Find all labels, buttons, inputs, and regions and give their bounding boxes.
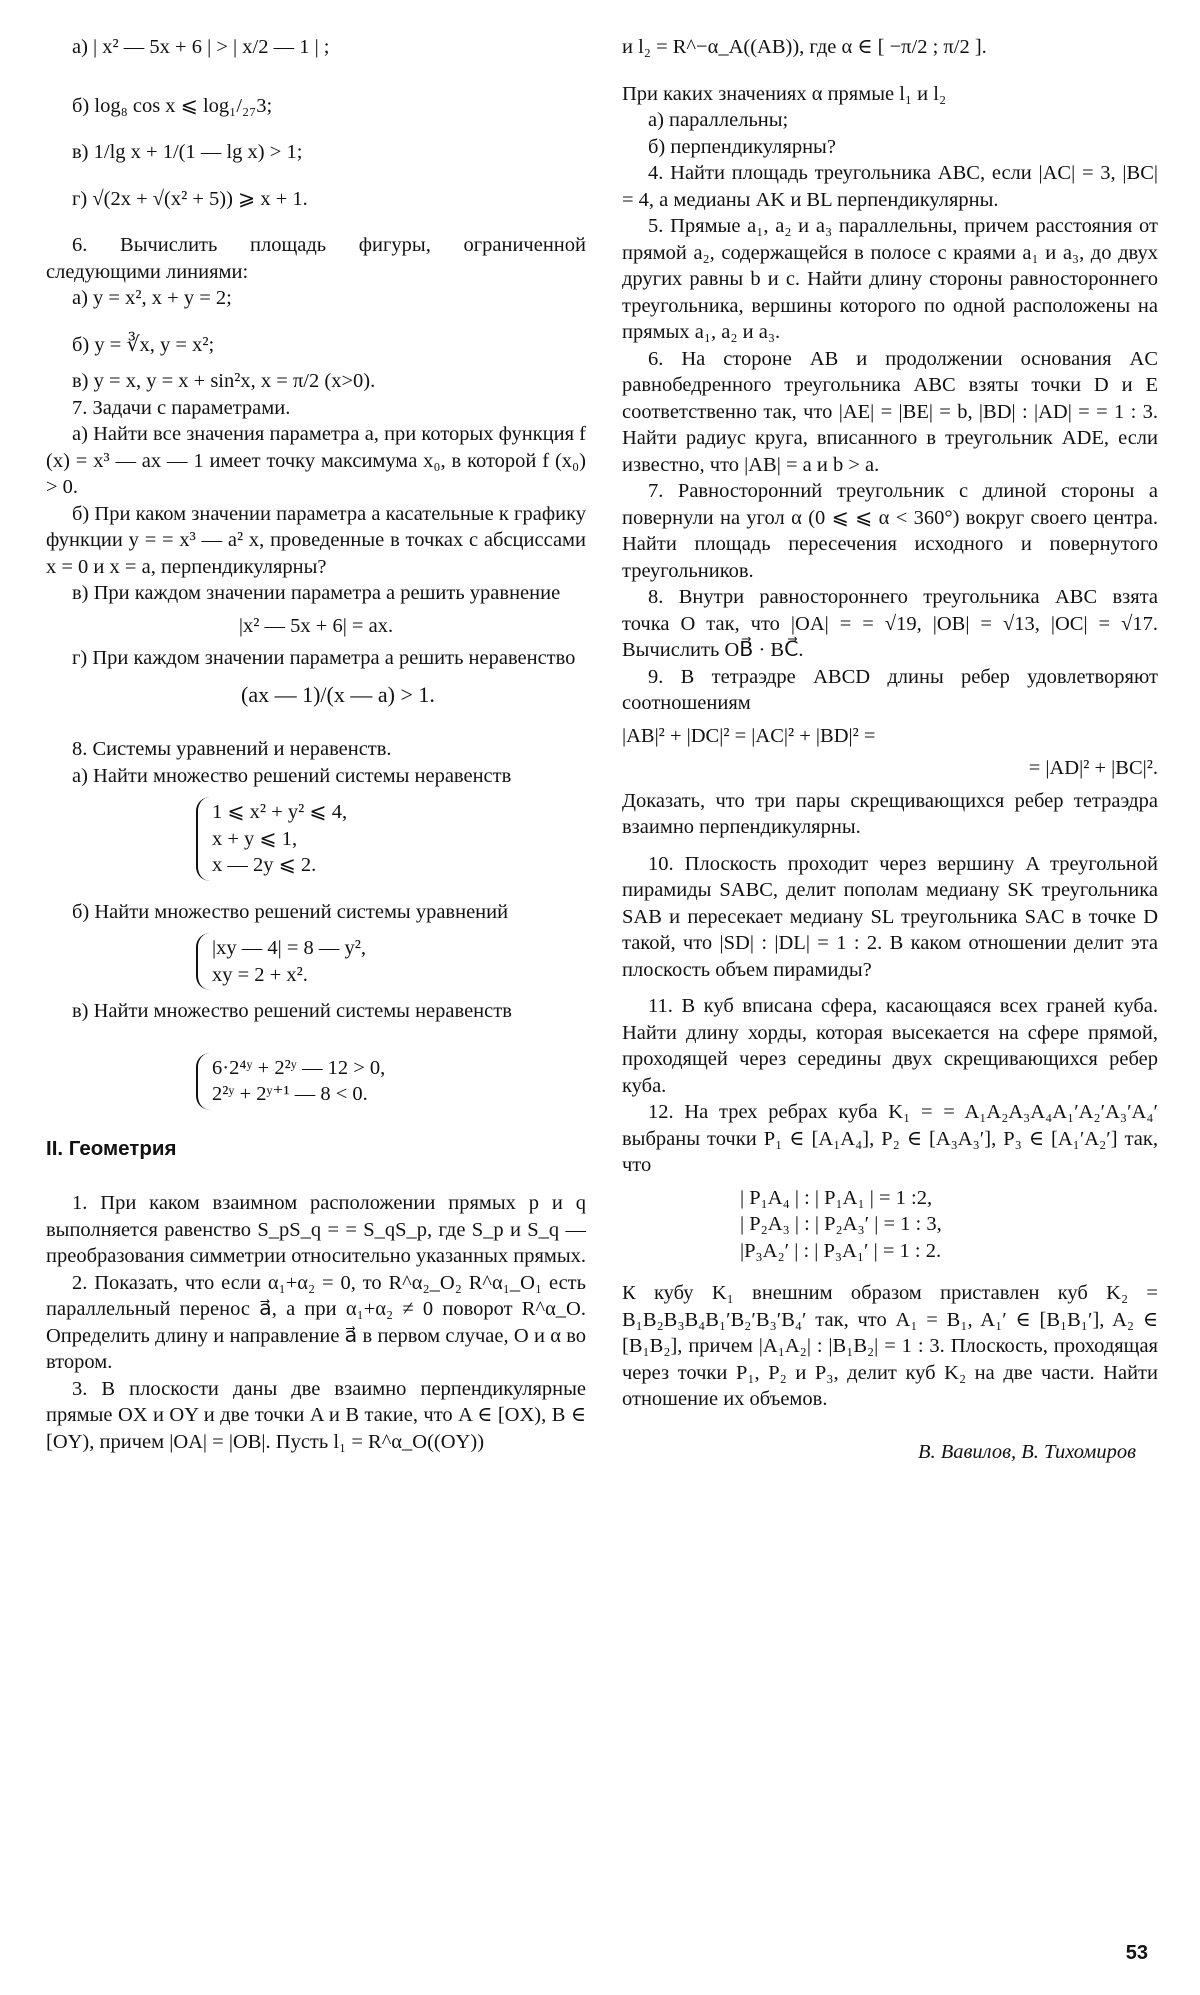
problem-7-title: 7. Задачи с параметрами. <box>72 396 291 419</box>
geometry-problem-7: 7. Равносторонний треугольник с длиной стороны a повернули на угол α (0 ⩽ ⩽ α < 360°) вокруг своего центра. Найти площадь пересечения исходного и повернутого треугольников. <box>622 480 1158 582</box>
geometry-problem-9-conclusion: Доказать, что три пары скрещивающихся ребер тетраэдра взаимно перпендикулярны. <box>622 789 1158 838</box>
system-8a-row: 1 ⩽ x² + y² ⩽ 4, <box>212 801 348 823</box>
system-8v-row: 6·2⁴ʸ + 2²ʸ — 12 > 0, <box>212 1056 386 1079</box>
geometry-problem-9-equation-line-1: |AB|² + |DC|² = |AC|² + |BD|² = <box>622 724 876 747</box>
problem-6-a: а) y = x², x + y = 2; <box>72 287 232 309</box>
geometry-problem-12-continued: К кубу K₁ внешним образом приставлен куб K₂ = B₁B₂B₃B₄B₁′B₂′B₃′B₄′ так, что A₁ = B₁, A₁′ ∈ [B₁B₁′], A₂ ∈ [B₁B₂], причем |A₁A₂| : |B₁B₂| = 1 : 3. Плоскость, проходящая через точки P₁, P₂ и P₃, делит куб K₂ на две части. Найти отношение их объемов. <box>622 1282 1158 1410</box>
problem-7-g: г) При каждом значении параметра a решить неравенство <box>72 647 576 669</box>
geometry-problem-3-continued: и l₂ = R^−α_A((AB)), где α ∈ [ −π/2 ; π/2 ]. <box>622 36 987 58</box>
system-8v <box>196 1053 385 1110</box>
problem-6-text: 6. Вычислить площадь фигуры, ограниченной следующими линиями: <box>46 234 586 283</box>
geometry-problem-4: 4. Найти площадь треугольника ABC, если |AC| = 3, |BC| = 4, а медианы AK и BL перпендикулярны. <box>622 162 1158 211</box>
system-8v-row: 2²ʸ + 2ʸ⁺¹ — 8 < 0. <box>212 1083 368 1105</box>
system-8a <box>196 797 347 881</box>
right-column <box>622 24 1158 1486</box>
geometry-problem-9: 9. В тетраэдре ABCD длины ребер удовлетворяют соотношениям <box>622 665 1158 714</box>
problem-8-b: б) Найти множество решений системы уравнений <box>72 900 509 923</box>
problem-7-v-equation: |x² — 5x + 6| = ax. <box>238 614 394 637</box>
ratio-line: |P₃A₂′ | : | P₃A₁′ | = 1 : 2. <box>740 1239 942 1262</box>
problem-7-a: а) Найти все значения параметра a, при которых функция f (x) = x³ — ax — 1 имеет точку максимума x₀, в которой f (x₀) > 0. <box>46 423 586 498</box>
inequality-b: б) log₈ cos x ⩽ log₁/₂₇3; <box>72 94 273 117</box>
geometry-problem-3: 3. В плоскости даны две взаимно перпендикулярные прямые OX и OY и две точки A и B такие, что A ∈ [OX), B ∈ [OY), причем |OA| = |OB|. Пусть l₁ = R^α_O((OY)) <box>46 1377 586 1453</box>
inequality-a: а) | x² — 5x + 6 | > | x/2 — 1 | ; <box>72 36 330 58</box>
inequality-g: г) √(2x + √(x² + 5)) ⩾ x + 1. <box>72 187 308 210</box>
geometry-problem-8: 8. Внутри равностороннего треугольника ABC взята точка O так, что |OA| = = √19, |OB| = √13, |OC| = √17. Вычислить OB⃗ · BC⃗. <box>622 586 1158 661</box>
problem-7-v: в) При каждом значении параметра a решить уравнение <box>72 582 561 604</box>
section-heading-geometry: II. Геометрия <box>46 1136 177 1160</box>
author-signature: В. Вавилов, В. Тихомиров <box>917 1440 1136 1463</box>
problem-7-g-inequality: (ax — 1)/(x — a) > 1. <box>241 681 435 707</box>
system-8b-row: xy = 2 + x². <box>212 963 308 986</box>
geometry-problem-2: 2. Показать, что если α₁+α₂ = 0, то R^α₂_O₂ R^α₁_O₁ есть параллельный перенос a⃗, а при α₁+α₂ ≠ 0 поворот R^α_O. Определить длину и направление a⃗ в первом случае, O и α во втором. <box>46 1271 586 1373</box>
system-8a-row: x — 2y ⩽ 2. <box>212 854 317 876</box>
problem-8-a: а) Найти множество решений системы неравенств <box>72 764 512 787</box>
inequality-v: в) 1/lg x + 1/(1 — lg x) > 1; <box>72 141 303 163</box>
problem-7-b: б) При каком значении параметра a касательные к графику функции y = = x³ — a² x, проведенные в точках с абсциссами x = 0 и x = a, перпендикулярны? <box>46 502 586 578</box>
geometry-problem-12-ratios <box>740 1185 1158 1265</box>
geometry-problem-12: 12. На трех ребрах куба K₁ = = A₁A₂A₃A₄A₁′A₂′A₃′A₄′ выбраны точки P₁ ∈ [A₁A₄], P₂ ∈ [A₃A₃′], P₃ ∈ [A₁′A₂′] так, что <box>622 1101 1158 1176</box>
geometry-problem-3-question: При каких значениях α прямые l₁ и l₂ <box>622 82 947 105</box>
problem-6-b: б) y = ∛x, y = x²; <box>72 333 215 356</box>
system-8a-row: x + y ⩽ 1, <box>212 827 298 850</box>
geometry-problem-3-a: а) параллельны; <box>648 109 789 131</box>
geometry-problem-5: 5. Прямые a₁, a₂ и a₃ параллельны, причем расстояния от прямой a₂, содержащейся в полосе с краями a₁ и a₃, до двух других равны b и c. Найти длину стороны равностороннего треугольника, вершины которого по одной расположены на прямых a₁, a₂ и a₃. <box>622 215 1158 343</box>
geometry-problem-10: 10. Плоскость проходит через вершину A треугольной пирамиды SABC, делит пополам медиану SK треугольника SAB и пересекает медиану SL треугольника SAC в точке D такой, что |SD| : |DL| = 1 : 2. В каком отношении делит эта плоскость объем пирамиды? <box>622 852 1158 981</box>
geometry-problem-1: 1. При каком взаимном расположении прямых p и q выполняется равенство S_pS_q = = S_qS_p, где S_p и S_q — преобразования симметрии относительно указанных прямых. <box>46 1192 586 1267</box>
ratio-line: | P₂A₃ | : | P₂A₃′ | = 1 : 3, <box>740 1213 942 1235</box>
problem-8-v: в) Найти множество решений системы неравенств <box>72 1000 512 1022</box>
geometry-problem-3-b: б) перпендикулярны? <box>648 135 836 158</box>
geometry-problem-11: 11. В куб вписана сфера, касающаяся всех граней куба. Найти длину хорды, которая высекается на сфере прямой, проходящей через середины двух скрещивающихся ребер куба. <box>622 995 1158 1097</box>
geometry-problem-9-equation-line-2: = |AD|² + |BC|². <box>1028 757 1158 779</box>
page-number: 53 <box>1125 1942 1148 1964</box>
system-8b <box>196 933 366 990</box>
problem-8-title: 8. Системы уравнений и неравенств. <box>72 738 392 760</box>
problem-6-v: в) y = x, y = x + sin²x, x = π/2 (x>0). <box>72 370 376 392</box>
left-column <box>46 24 586 1455</box>
ratio-line: | P₁A₄ | : | P₁A₁ | = 1 :2, <box>740 1186 933 1209</box>
system-8b-row: |xy — 4| = 8 — y², <box>212 937 367 959</box>
geometry-problem-6: 6. На стороне AB и продолжении основания AC равнобедренного треугольника ABC взяты точки D и E соответственно так, что |AE| = |BE| = b, |BD| : |AD| = = 1 : 3. Найти радиус круга, вписанного в треугольник ADE, если известно, что |AB| = a и b > a. <box>622 347 1158 476</box>
